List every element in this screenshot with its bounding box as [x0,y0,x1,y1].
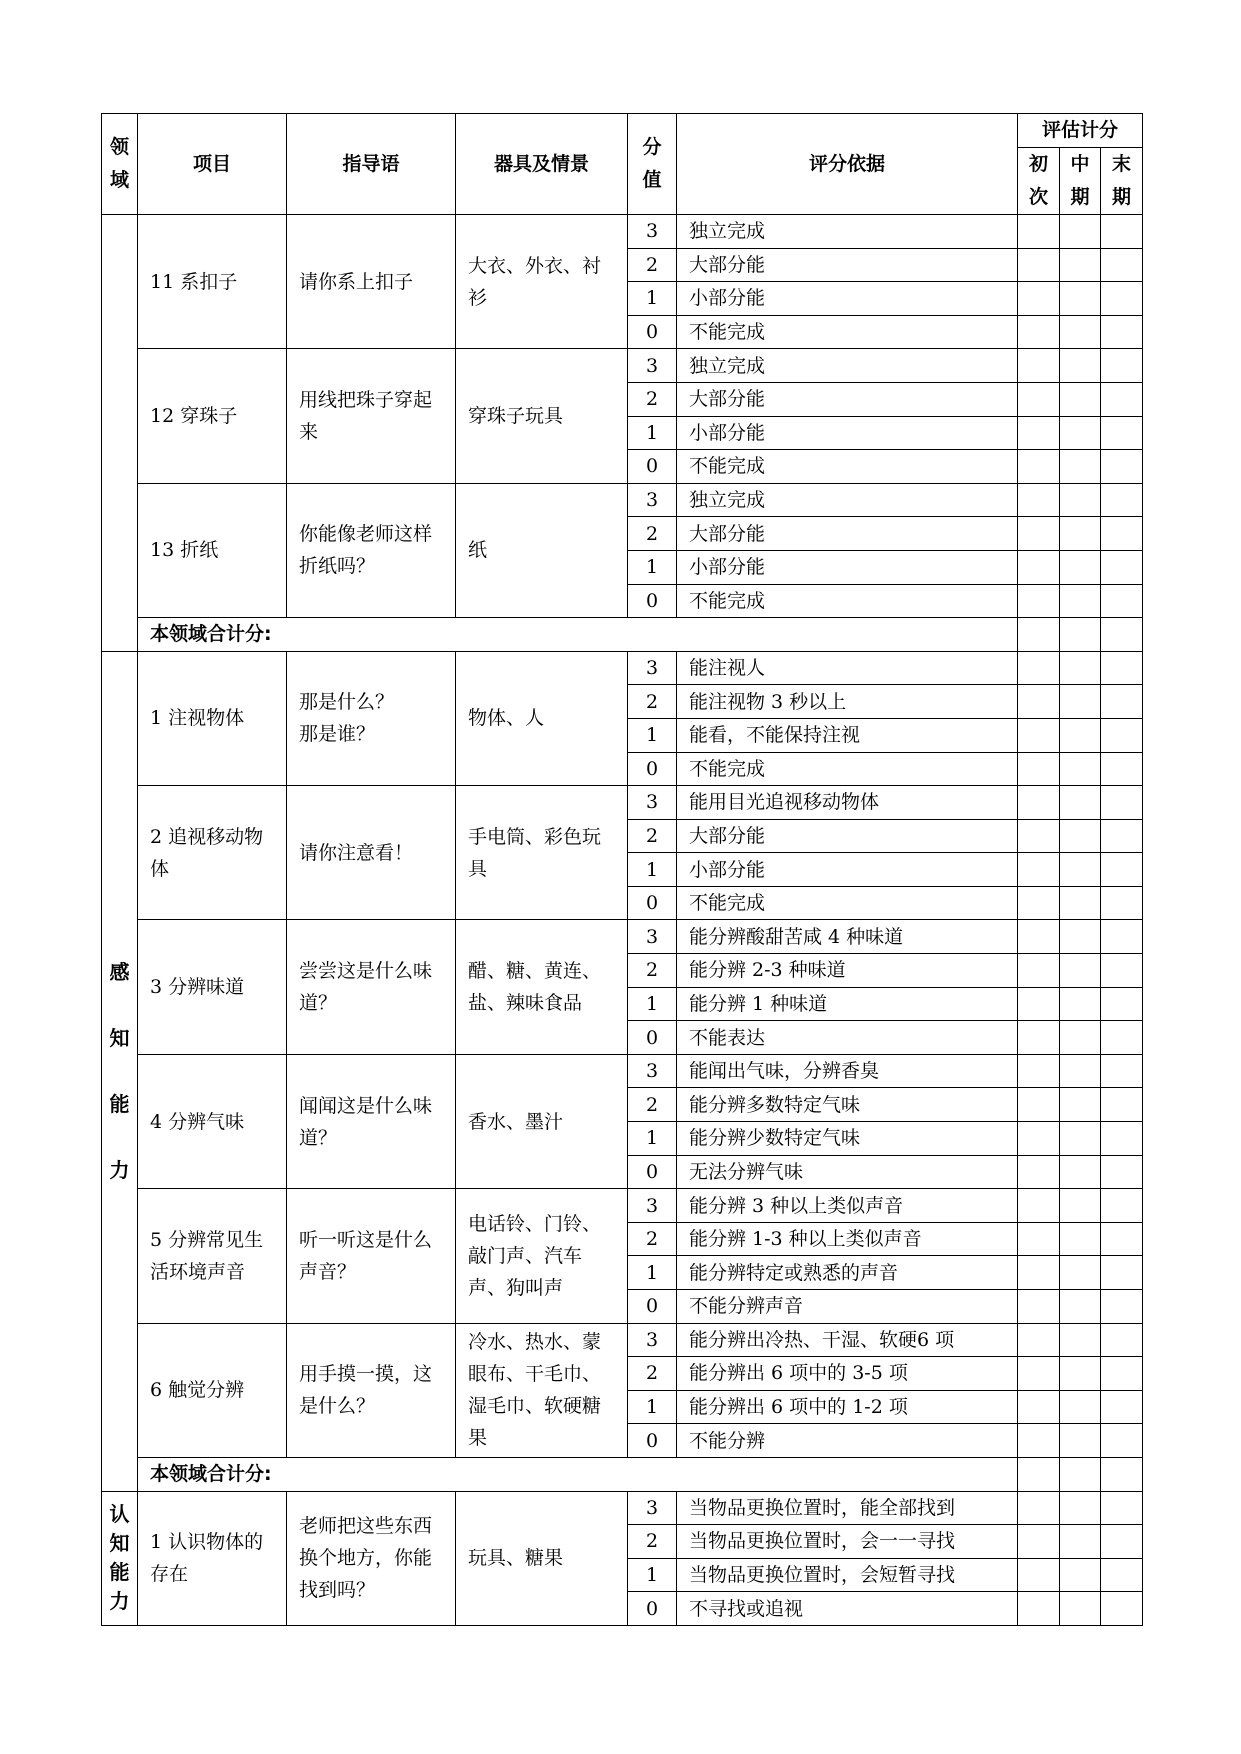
score-value: 2 [628,1222,677,1256]
mid-score-cell[interactable] [1060,685,1101,719]
final-score-cell[interactable] [1101,1592,1143,1626]
initial-score-cell[interactable] [1018,1424,1060,1458]
criteria-text: 能分辨出 6 项中的 3-5 项 [677,1357,1018,1391]
criteria-text: 小部分能 [677,550,1018,584]
mid-score-cell[interactable] [1060,517,1101,551]
table-body [102,114,1143,1626]
score-value: 0 [628,584,677,618]
table-row [102,786,1143,820]
score-value: 1 [628,550,677,584]
item-name: 13 折纸 [138,483,287,617]
initial-score-cell[interactable] [1018,450,1060,484]
criteria-text: 独立完成 [677,215,1018,249]
final-score-cell[interactable] [1101,819,1143,853]
header-final [1101,148,1143,215]
score-value: 3 [628,215,677,249]
criteria-text: 无法分辨气味 [677,1155,1018,1189]
mid-score-cell[interactable] [1060,718,1101,752]
score-value: 1 [628,282,677,316]
domain-char: 知 [109,1531,130,1556]
mid-score-cell[interactable] [1060,1155,1101,1189]
subtotal-initial-cell[interactable] [1060,618,1101,652]
table-row [102,1491,1143,1525]
initial-score-cell[interactable] [1018,517,1060,551]
table-row [102,920,1143,954]
final-score-cell[interactable] [1101,1290,1143,1324]
initial-score-cell[interactable] [1018,752,1060,786]
final-score-cell[interactable] [1101,954,1143,988]
criteria-text: 能分辨出冷热、干湿、软硬6 项 [677,1323,1018,1357]
initial-score-cell[interactable] [1018,1558,1060,1592]
score-value: 1 [628,1390,677,1424]
item-name: 1 注视物体 [138,651,287,785]
score-value: 3 [628,920,677,954]
table-row [102,1054,1143,1088]
criteria-text: 能用目光追视移动物体 [677,786,1018,820]
mid-score-cell[interactable] [1060,450,1101,484]
item-instruction: 你能像老师这样折纸吗？ [287,483,456,617]
mid-score-cell[interactable] [1060,786,1101,820]
final-score-cell[interactable] [1101,1021,1143,1055]
mid-score-cell[interactable] [1060,1290,1101,1324]
final-score-cell[interactable] [1101,1558,1143,1592]
item-instruction: 请你系上扣子 [287,215,456,349]
final-score-cell[interactable] [1101,584,1143,618]
criteria-text: 能看，不能保持注视 [677,718,1018,752]
final-score-cell[interactable] [1101,1222,1143,1256]
header-score [628,114,677,215]
criteria-text: 能分辨 2-3 种味道 [677,954,1018,988]
table-row [102,1323,1143,1357]
initial-score-cell[interactable] [1018,1323,1060,1357]
initial-score-cell[interactable] [1018,550,1060,584]
criteria-text: 能分辨出 6 项中的 1-2 项 [677,1390,1018,1424]
mid-score-cell[interactable] [1060,248,1101,282]
final-score-cell[interactable] [1101,517,1143,551]
mid-score-cell[interactable] [1060,1558,1101,1592]
criteria-text: 大部分能 [677,248,1018,282]
initial-score-cell[interactable] [1018,1390,1060,1424]
criteria-text: 大部分能 [677,382,1018,416]
criteria-text: 当物品更换位置时，能全部找到 [677,1491,1018,1525]
score-value: 3 [628,1491,677,1525]
final-score-cell[interactable] [1101,651,1143,685]
mid-score-cell[interactable] [1060,954,1101,988]
item-materials: 冷水、热水、蒙眼布、干毛巾、湿毛巾、软硬糖果 [456,1323,628,1457]
mid-score-cell[interactable] [1060,349,1101,383]
criteria-text: 不能表达 [677,1021,1018,1055]
final-score-cell[interactable] [1101,987,1143,1021]
mid-score-cell[interactable] [1060,1592,1101,1626]
subtotal-row [102,1457,1143,1491]
item-instruction: 请你注意看！ [287,786,456,920]
score-value: 1 [628,416,677,450]
final-score-cell[interactable] [1101,752,1143,786]
subtotal-mid-cell[interactable] [1101,618,1143,652]
item-materials: 穿珠子玩具 [456,349,628,483]
item-instruction: 用线把珠子穿起来 [287,349,456,483]
final-score-cell[interactable] [1101,282,1143,316]
criteria-text: 不能完成 [677,886,1018,920]
assessment-table [101,113,1143,1626]
header-row-top [102,114,1143,148]
subtotal-initial-cell[interactable] [1060,1457,1101,1491]
final-score-cell[interactable] [1101,416,1143,450]
score-value: 0 [628,450,677,484]
mid-score-cell[interactable] [1060,1491,1101,1525]
final-score-cell[interactable] [1101,718,1143,752]
initial-score-cell[interactable] [1018,248,1060,282]
item-materials: 手电筒、彩色玩具 [456,786,628,920]
item-name: 11 系扣子 [138,215,287,349]
item-name: 12 穿珠子 [138,349,287,483]
final-score-cell[interactable] [1101,550,1143,584]
score-value: 0 [628,1592,677,1626]
initial-score-cell[interactable] [1018,1222,1060,1256]
criteria-text: 能分辨 1 种味道 [677,987,1018,1021]
subtotal-label: 本领域合计分: [138,1457,1018,1491]
mid-score-cell[interactable] [1060,1021,1101,1055]
item-materials: 香水、墨汁 [456,1054,628,1188]
criteria-text: 能注视物 3 秒以上 [677,685,1018,719]
criteria-text: 能注视人 [677,651,1018,685]
item-name: 5 分辨常见生活环境声音 [138,1189,287,1323]
score-value: 2 [628,819,677,853]
criteria-text: 不寻找或追视 [677,1592,1018,1626]
item-name: 6 触觉分辨 [138,1323,287,1457]
score-value: 1 [628,853,677,887]
initial-score-cell[interactable] [1018,1189,1060,1223]
score-value: 2 [628,1525,677,1559]
initial-score-cell[interactable] [1018,1491,1060,1525]
score-value: 1 [628,1558,677,1592]
domain-char: 能 [109,1092,130,1117]
mid-score-cell[interactable] [1060,584,1101,618]
score-value: 2 [628,517,677,551]
mid-score-cell[interactable] [1060,483,1101,517]
final-score-cell[interactable] [1101,1155,1143,1189]
mid-score-cell[interactable] [1060,1088,1101,1122]
score-value: 3 [628,651,677,685]
item-instruction: 那是什么？ 那是谁？ [287,651,456,785]
criteria-text: 小部分能 [677,853,1018,887]
score-value: 1 [628,987,677,1021]
initial-score-cell[interactable] [1018,1122,1060,1156]
criteria-text: 能分辨酸甜苦咸 4 种味道 [677,920,1018,954]
final-score-cell[interactable] [1101,483,1143,517]
item-materials: 玩具、糖果 [456,1491,628,1625]
item-name: 2 追视移动物体 [138,786,287,920]
initial-score-cell[interactable] [1018,1357,1060,1391]
mid-score-cell[interactable] [1060,987,1101,1021]
final-score-cell[interactable] [1101,1491,1143,1525]
score-value: 0 [628,1155,677,1189]
final-score-cell[interactable] [1101,1424,1143,1458]
subtotal-mid-cell[interactable] [1101,1457,1143,1491]
final-score-cell[interactable] [1101,786,1143,820]
final-score-cell[interactable] [1101,1525,1143,1559]
initial-score-cell[interactable] [1018,1054,1060,1088]
mid-score-cell[interactable] [1060,1323,1101,1357]
initial-score-cell[interactable] [1018,685,1060,719]
initial-score-cell[interactable] [1018,853,1060,887]
item-materials: 醋、糖、黄连、盐、辣味食品 [456,920,628,1054]
item-instruction: 老师把这些东西换个地方，你能找到吗？ [287,1491,456,1625]
score-value: 0 [628,1021,677,1055]
score-value: 1 [628,718,677,752]
score-value: 2 [628,248,677,282]
domain-char: 认 [109,1502,130,1527]
criteria-text: 能分辨 1-3 种以上类似声音 [677,1222,1018,1256]
mid-score-cell[interactable] [1060,382,1101,416]
header-materials: 器具及情景 [456,114,628,215]
final-score-cell[interactable] [1101,215,1143,249]
final-score-cell[interactable] [1101,1256,1143,1290]
header-assessment: 评估计分 [1018,114,1143,148]
criteria-text: 独立完成 [677,349,1018,383]
domain-char: 知 [109,1026,130,1051]
final-score-cell[interactable] [1101,1390,1143,1424]
mid-score-cell[interactable] [1060,1054,1101,1088]
score-value: 3 [628,483,677,517]
table-row [102,651,1143,685]
criteria-text: 当物品更换位置时，会一一寻找 [677,1525,1018,1559]
mid-score-cell[interactable] [1060,752,1101,786]
header-instruction: 指导语 [287,114,456,215]
initial-score-cell[interactable] [1018,483,1060,517]
initial-score-cell[interactable] [1018,1592,1060,1626]
final-score-cell[interactable] [1101,920,1143,954]
initial-score-cell[interactable] [1018,416,1060,450]
domain-cell [102,651,138,1491]
header-initial-text: 初 次 [1028,153,1048,208]
final-score-cell[interactable] [1101,1088,1143,1122]
initial-score-cell[interactable] [1018,1290,1060,1324]
domain-char: 感 [109,960,130,985]
subtotal-row [102,618,1143,652]
initial-score-cell[interactable] [1018,315,1060,349]
score-value: 3 [628,1323,677,1357]
mid-score-cell[interactable] [1060,215,1101,249]
criteria-text: 不能分辨 [677,1424,1018,1458]
initial-score-cell[interactable] [1018,282,1060,316]
item-instruction: 用手摸一摸，这是什么？ [287,1323,456,1457]
subtotal-blank [1018,618,1060,652]
score-value: 0 [628,886,677,920]
criteria-text: 不能完成 [677,584,1018,618]
header-score-text: 分 值 [642,136,662,191]
criteria-text: 当物品更换位置时，会短暂寻找 [677,1558,1018,1592]
initial-score-cell[interactable] [1018,1525,1060,1559]
score-value: 3 [628,349,677,383]
score-value: 0 [628,1424,677,1458]
criteria-text: 不能分辨声音 [677,1290,1018,1324]
header-final-text: 末 期 [1111,153,1131,208]
initial-score-cell[interactable] [1018,786,1060,820]
mid-score-cell[interactable] [1060,1222,1101,1256]
initial-score-cell[interactable] [1018,651,1060,685]
item-name: 1 认识物体的存在 [138,1491,287,1625]
initial-score-cell[interactable] [1018,954,1060,988]
mid-score-cell[interactable] [1060,315,1101,349]
initial-score-cell[interactable] [1018,1155,1060,1189]
item-materials: 大衣、外衣、衬衫 [456,215,628,349]
table-row [102,349,1143,383]
score-value: 3 [628,1189,677,1223]
mid-score-cell[interactable] [1060,920,1101,954]
table-row [102,215,1143,249]
criteria-text: 大部分能 [677,819,1018,853]
criteria-text: 不能完成 [677,315,1018,349]
score-value: 3 [628,786,677,820]
initial-score-cell[interactable] [1018,382,1060,416]
criteria-text: 小部分能 [677,416,1018,450]
score-value: 2 [628,382,677,416]
criteria-text: 能分辨多数特定气味 [677,1088,1018,1122]
initial-score-cell[interactable] [1018,1088,1060,1122]
final-score-cell[interactable] [1101,685,1143,719]
mid-score-cell[interactable] [1060,886,1101,920]
initial-score-cell[interactable] [1018,987,1060,1021]
final-score-cell[interactable] [1101,315,1143,349]
initial-score-cell[interactable] [1018,349,1060,383]
initial-score-cell[interactable] [1018,1021,1060,1055]
final-score-cell[interactable] [1101,853,1143,887]
criteria-text: 能分辨特定或熟悉的声音 [677,1256,1018,1290]
final-score-cell[interactable] [1101,1189,1143,1223]
criteria-text: 能分辨 3 种以上类似声音 [677,1189,1018,1223]
header-domain [102,114,138,215]
domain-cell [102,1491,138,1625]
score-value: 2 [628,1357,677,1391]
final-score-cell[interactable] [1101,248,1143,282]
mid-score-cell[interactable] [1060,1357,1101,1391]
item-materials: 物体、人 [456,651,628,785]
item-name: 4 分辨气味 [138,1054,287,1188]
criteria-text: 独立完成 [677,483,1018,517]
header-mid [1060,148,1101,215]
final-score-cell[interactable] [1101,349,1143,383]
mid-score-cell[interactable] [1060,819,1101,853]
criteria-text: 不能完成 [677,450,1018,484]
item-materials: 纸 [456,483,628,617]
subtotal-blank [1018,1457,1060,1491]
final-score-cell[interactable] [1101,1357,1143,1391]
score-value: 2 [628,954,677,988]
initial-score-cell[interactable] [1018,584,1060,618]
score-value: 0 [628,752,677,786]
final-score-cell[interactable] [1101,450,1143,484]
score-value: 1 [628,1256,677,1290]
header-initial [1018,148,1060,215]
header-criteria: 评分依据 [677,114,1018,215]
item-instruction: 尝尝这是什么味道？ [287,920,456,1054]
score-value: 0 [628,315,677,349]
criteria-text: 不能完成 [677,752,1018,786]
final-score-cell[interactable] [1101,1054,1143,1088]
initial-score-cell[interactable] [1018,819,1060,853]
mid-score-cell[interactable] [1060,1189,1101,1223]
final-score-cell[interactable] [1101,1122,1143,1156]
item-name: 3 分辨味道 [138,920,287,1054]
domain-char: 能 [109,1560,130,1585]
header-mid-text: 中 期 [1070,153,1090,208]
initial-score-cell[interactable] [1018,1256,1060,1290]
header-domain-text: 领 域 [109,136,129,191]
criteria-text: 能分辨少数特定气味 [677,1122,1018,1156]
mid-score-cell[interactable] [1060,1122,1101,1156]
item-instruction: 闻闻这是什么味道？ [287,1054,456,1188]
score-value: 0 [628,1290,677,1324]
domain-char: 力 [109,1158,130,1183]
mid-score-cell[interactable] [1060,416,1101,450]
mid-score-cell[interactable] [1060,282,1101,316]
subtotal-label: 本领域合计分: [138,618,1018,652]
mid-score-cell[interactable] [1060,1525,1101,1559]
criteria-text: 大部分能 [677,517,1018,551]
score-value: 2 [628,1088,677,1122]
domain-char: 力 [109,1589,130,1614]
final-score-cell[interactable] [1101,382,1143,416]
score-value: 2 [628,685,677,719]
final-score-cell[interactable] [1101,886,1143,920]
table-row [102,1189,1143,1223]
mid-score-cell[interactable] [1060,853,1101,887]
table-row [102,483,1143,517]
score-value: 1 [628,1122,677,1156]
mid-score-cell[interactable] [1060,1424,1101,1458]
initial-score-cell[interactable] [1018,215,1060,249]
mid-score-cell[interactable] [1060,550,1101,584]
score-value: 3 [628,1054,677,1088]
item-materials: 电话铃、门铃、敲门声、汽车声、狗叫声 [456,1189,628,1323]
criteria-text: 能闻出气味，分辨香臭 [677,1054,1018,1088]
item-instruction: 听一听这是什么声音？ [287,1189,456,1323]
criteria-text: 小部分能 [677,282,1018,316]
final-score-cell[interactable] [1101,1323,1143,1357]
domain-cell [102,215,138,652]
header-item: 项目 [138,114,287,215]
initial-score-cell[interactable] [1018,920,1060,954]
initial-score-cell[interactable] [1018,886,1060,920]
mid-score-cell[interactable] [1060,1256,1101,1290]
mid-score-cell[interactable] [1060,651,1101,685]
initial-score-cell[interactable] [1018,718,1060,752]
mid-score-cell[interactable] [1060,1390,1101,1424]
